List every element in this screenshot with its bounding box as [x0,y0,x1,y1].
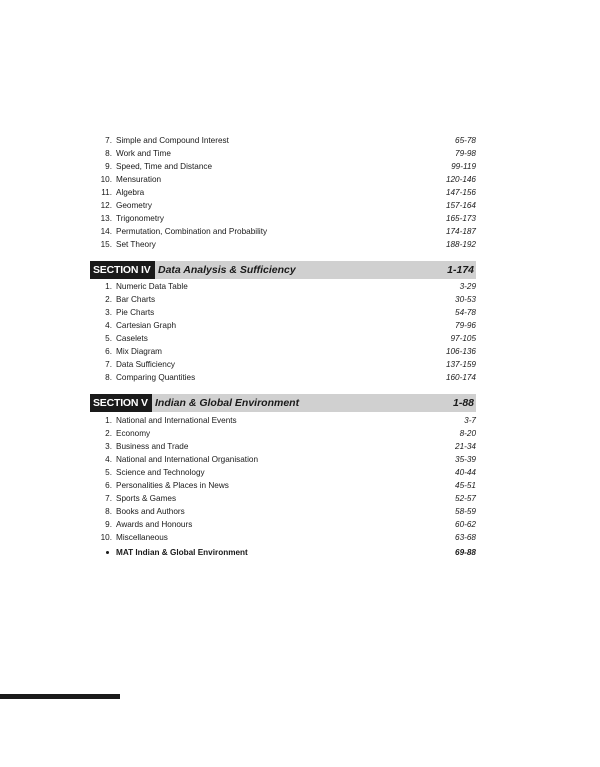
item-pages: 79-98 [455,149,476,158]
item-title: Geometry [116,201,152,210]
item-pages: 35-39 [455,455,476,464]
item-pages: 3-29 [459,282,476,291]
toc-item [90,453,476,466]
item-pages: 54-78 [455,308,476,317]
item-number: 8. [105,149,112,158]
item-title: Comparing Quantities [116,373,196,382]
toc-item [90,345,476,358]
item-pages: 99-119 [451,162,476,171]
item-pages: 174-187 [445,227,476,236]
toc-list-continued [90,134,476,251]
item-title: Economy [116,429,151,438]
item-number: 8. [105,373,112,382]
section-tag: SECTION IV [90,261,155,279]
section-iv-header [90,261,476,279]
item-number: 8. [105,507,112,516]
item-pages: 106-136 [445,347,476,356]
item-title: Set Theory [116,240,156,249]
item-title: Data Sufficiency [116,360,176,369]
toc-item [90,414,476,427]
toc-item [90,160,476,173]
toc-item [90,147,476,160]
toc-item [90,466,476,479]
item-pages: 21-34 [455,442,476,451]
section-v-header [90,394,476,412]
item-title: MAT Indian & Global Environment [116,548,248,557]
item-title: Bar Charts [116,295,156,304]
section-pages: 1-88 [452,397,474,409]
item-pages: 147-156 [445,188,476,197]
item-title: Algebra [116,188,145,197]
item-number: 6. [105,347,112,356]
item-number: 1. [105,416,112,425]
item-pages: 165-173 [445,214,476,223]
item-pages: 63-68 [455,533,476,542]
item-number: 10. [100,175,112,184]
item-title: Pie Charts [116,308,155,317]
section-tag: SECTION V [90,394,152,412]
section-title: Data Analysis & Sufficiency [158,264,296,276]
item-number: 2. [105,295,112,304]
toc-item [90,280,476,293]
toc-item [90,173,476,186]
item-title: Permutation, Combination and Probability [116,227,268,236]
toc-item [90,199,476,212]
toc-item [90,306,476,319]
item-pages: 52-57 [455,494,476,503]
item-pages: 69-88 [455,548,476,557]
section-title: Indian & Global Environment [155,397,300,409]
bullet-icon [106,551,109,554]
item-title: Business and Trade [116,442,189,451]
item-pages: 137-159 [445,360,476,369]
toc-item [90,293,476,306]
toc-item [90,518,476,531]
item-pages: 65-78 [455,136,476,145]
item-title: Cartesian Graph [116,321,177,330]
item-pages: 40-44 [455,468,476,477]
toc-item [90,440,476,453]
toc-item [90,358,476,371]
item-number: 10. [100,533,112,542]
item-pages: 97-105 [450,334,476,343]
section-pages: 1-174 [447,264,474,276]
item-pages: 188-192 [445,240,476,249]
item-title: Trigonometry [116,214,164,223]
section-iv-list [90,280,476,384]
toc-item [90,238,476,251]
item-title: Mensuration [116,175,162,184]
item-number: 3. [105,442,112,451]
item-title: Speed, Time and Distance [116,162,213,171]
toc-item [90,212,476,225]
item-pages: 45-51 [455,481,476,490]
item-title: Work and Time [116,149,171,158]
item-pages: 3-7 [464,416,476,425]
toc-item [90,427,476,440]
item-pages: 58-59 [455,507,476,516]
item-pages: 160-174 [445,373,476,382]
item-title: Personalities & Places in News [116,481,229,490]
item-pages: 79-96 [455,321,476,330]
item-pages: 60-62 [455,520,476,529]
toc-item [90,371,476,384]
item-title: National and International Events [116,416,237,425]
item-title: Simple and Compound Interest [116,136,229,145]
item-title: Awards and Honours [116,520,193,529]
item-number: 7. [105,494,112,503]
item-number: 3. [105,308,112,317]
toc-item [90,492,476,505]
toc-item [90,332,476,345]
toc-bullet-item [90,546,476,559]
item-pages: 120-146 [445,175,476,184]
toc-item [90,225,476,238]
item-number: 7. [105,360,112,369]
item-pages: 30-53 [455,295,476,304]
item-title: National and International Organisation [116,455,259,464]
item-number: 9. [105,520,112,529]
item-pages: 157-164 [445,201,476,210]
toc-item [90,531,476,544]
item-title: Books and Authors [116,507,185,516]
toc-item [90,186,476,199]
item-title: Mix Diagram [116,347,162,356]
item-number: 7. [105,136,112,145]
item-number: 15. [100,240,112,249]
item-number: 14. [100,227,112,236]
item-number: 1. [105,282,112,291]
item-number: 9. [105,162,112,171]
item-pages: 8-20 [459,429,476,438]
item-title: Caselets [116,334,148,343]
item-number: 13. [100,214,112,223]
section-v-list [90,414,476,559]
item-number: 12. [100,201,112,210]
toc-item [90,319,476,332]
toc-item [90,134,476,147]
item-number: 11. [101,188,112,197]
item-number: 5. [105,468,112,477]
item-number: 5. [105,334,112,343]
item-number: 4. [105,321,112,330]
item-title: Numeric Data Table [116,282,188,291]
item-title: Science and Technology [116,468,205,477]
toc-item [90,479,476,492]
footer-rule [0,694,120,699]
item-title: Miscellaneous [116,533,168,542]
item-number: 4. [105,455,112,464]
item-number: 6. [105,481,112,490]
item-number: 2. [105,429,112,438]
item-title: Sports & Games [116,494,177,503]
toc-item [90,505,476,518]
